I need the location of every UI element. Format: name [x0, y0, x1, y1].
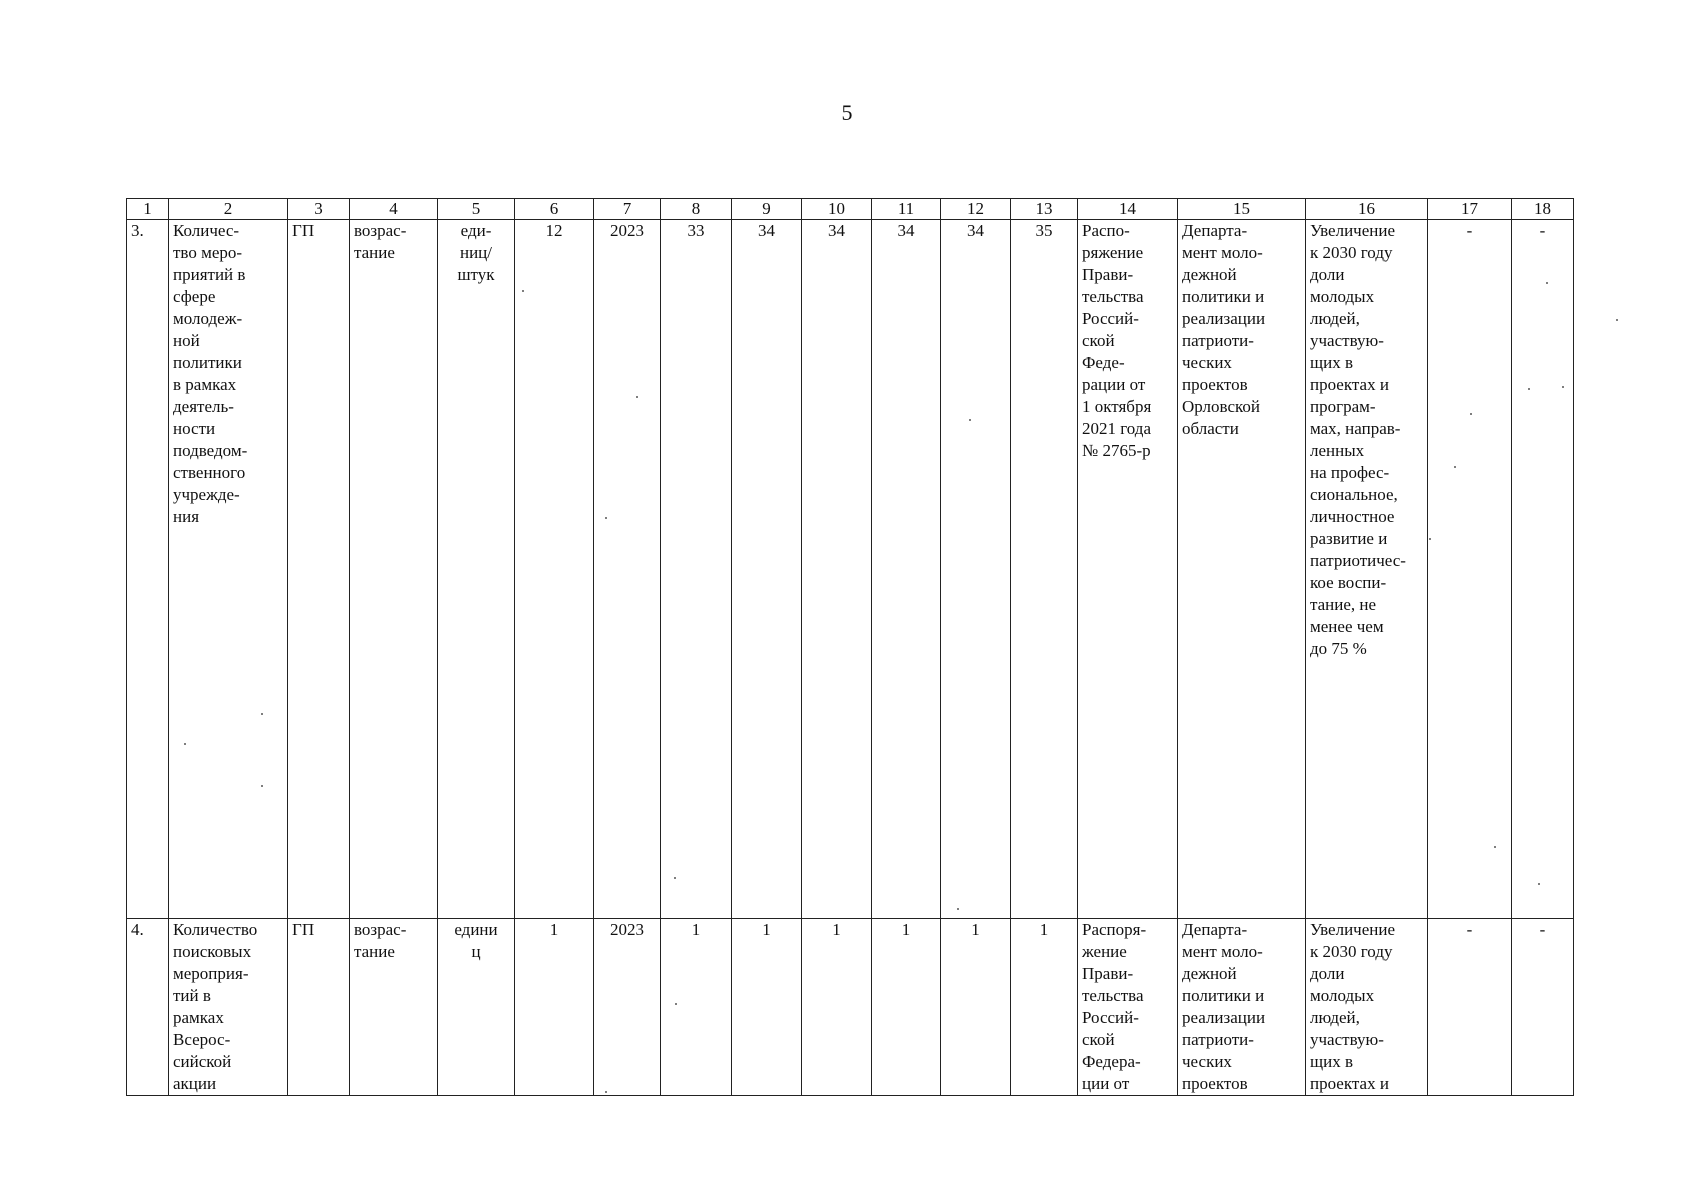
legal-document: Распо- ряжение Прави- тельства Россий- ской Феде- рации от 1 октября 2021 года № 2765-р	[1078, 220, 1178, 919]
column-18-value: -	[1512, 220, 1574, 919]
indicator-name: Количес- тво меро- приятий в сфере молодеж- ной политики в рамках деятель- ности подведом- ственного учрежде- ния	[169, 220, 288, 919]
header-cell: 13	[1011, 199, 1078, 220]
scan-speck	[1454, 466, 1456, 468]
base-value: 1	[515, 919, 594, 1096]
scan-speck	[969, 419, 971, 421]
base-year: 2023	[594, 919, 661, 1096]
program-level: ГП	[288, 220, 350, 919]
scan-speck	[674, 877, 676, 879]
header-cell: 9	[732, 199, 802, 220]
scan-speck	[1429, 538, 1431, 540]
scan-speck	[184, 743, 186, 745]
scan-speck	[261, 713, 263, 715]
scan-speck	[605, 517, 607, 519]
table-row	[127, 919, 1574, 1096]
header-cell: 4	[350, 199, 438, 220]
header-cell: 5	[438, 199, 515, 220]
column-17-value: -	[1428, 919, 1512, 1096]
header-cell: 12	[941, 199, 1011, 220]
header-row	[127, 199, 1574, 220]
value-col-8: 1	[661, 919, 732, 1096]
column-17-value: -	[1428, 220, 1512, 919]
header-cell: 10	[802, 199, 872, 220]
header-cell: 14	[1078, 199, 1178, 220]
program-level: ГП	[288, 919, 350, 1096]
header-cell: 1	[127, 199, 169, 220]
scan-speck	[675, 1003, 677, 1005]
value-col-11: 34	[872, 220, 941, 919]
legal-document: Распоря- жение Прави- тельства Россий- ской Федера- ции от	[1078, 919, 1178, 1096]
scan-speck	[605, 1091, 607, 1093]
indicators-table	[126, 198, 1574, 1096]
scan-speck	[1562, 386, 1564, 388]
value-col-13: 35	[1011, 220, 1078, 919]
header-cell: 15	[1178, 199, 1306, 220]
scan-speck	[261, 785, 263, 787]
header-cell: 8	[661, 199, 732, 220]
row-number: 3.	[127, 220, 169, 919]
row-number: 4.	[127, 919, 169, 1096]
header-cell: 3	[288, 199, 350, 220]
page-number: 5	[841, 100, 853, 125]
value-col-13: 1	[1011, 919, 1078, 1096]
value-col-9: 34	[732, 220, 802, 919]
scan-speck	[1494, 846, 1496, 848]
goal-link: Увеличение к 2030 году доли молодых людей, участвую- щих в проектах и програм- мах, направ- ленных на профес- сиональное, личностное развитие и патриотичес- кое воспи- тание, не менее чем до 75 %	[1306, 220, 1428, 919]
header-cell: 11	[872, 199, 941, 220]
header-cell: 6	[515, 199, 594, 220]
base-year: 2023	[594, 220, 661, 919]
column-18-value: -	[1512, 919, 1574, 1096]
indicator-name: Количество поисковых мероприя- тий в рамках Всерос- сийской акции	[169, 919, 288, 1096]
value-col-10: 1	[802, 919, 872, 1096]
scan-speck	[1538, 883, 1540, 885]
scan-speck	[1528, 388, 1530, 390]
base-value: 12	[515, 220, 594, 919]
scan-speck	[1616, 319, 1618, 321]
scan-speck	[1546, 282, 1548, 284]
value-col-11: 1	[872, 919, 941, 1096]
value-col-9: 1	[732, 919, 802, 1096]
scan-speck	[957, 908, 959, 910]
header-cell: 17	[1428, 199, 1512, 220]
value-col-12: 1	[941, 919, 1011, 1096]
trend: возрас- тание	[350, 220, 438, 919]
header-cell: 16	[1306, 199, 1428, 220]
header-cell: 18	[1512, 199, 1574, 220]
header-cell: 7	[594, 199, 661, 220]
table-row	[127, 220, 1574, 919]
header-cell: 2	[169, 199, 288, 220]
responsible-body: Департа- мент моло- дежной политики и реализации патриоти- ческих проектов	[1178, 919, 1306, 1096]
trend: возрас- тание	[350, 919, 438, 1096]
goal-link: Увеличение к 2030 году доли молодых людей, участвую- щих в проектах и	[1306, 919, 1428, 1096]
scan-speck	[636, 396, 638, 398]
value-col-10: 34	[802, 220, 872, 919]
value-col-8: 33	[661, 220, 732, 919]
value-col-12: 34	[941, 220, 1011, 919]
unit: едини ц	[438, 919, 515, 1096]
responsible-body: Департа- мент моло- дежной политики и реализации патриоти- ческих проектов Орловской области	[1178, 220, 1306, 919]
unit: еди- ниц/ штук	[438, 220, 515, 919]
scan-speck	[522, 290, 524, 292]
scan-speck	[1470, 413, 1472, 415]
